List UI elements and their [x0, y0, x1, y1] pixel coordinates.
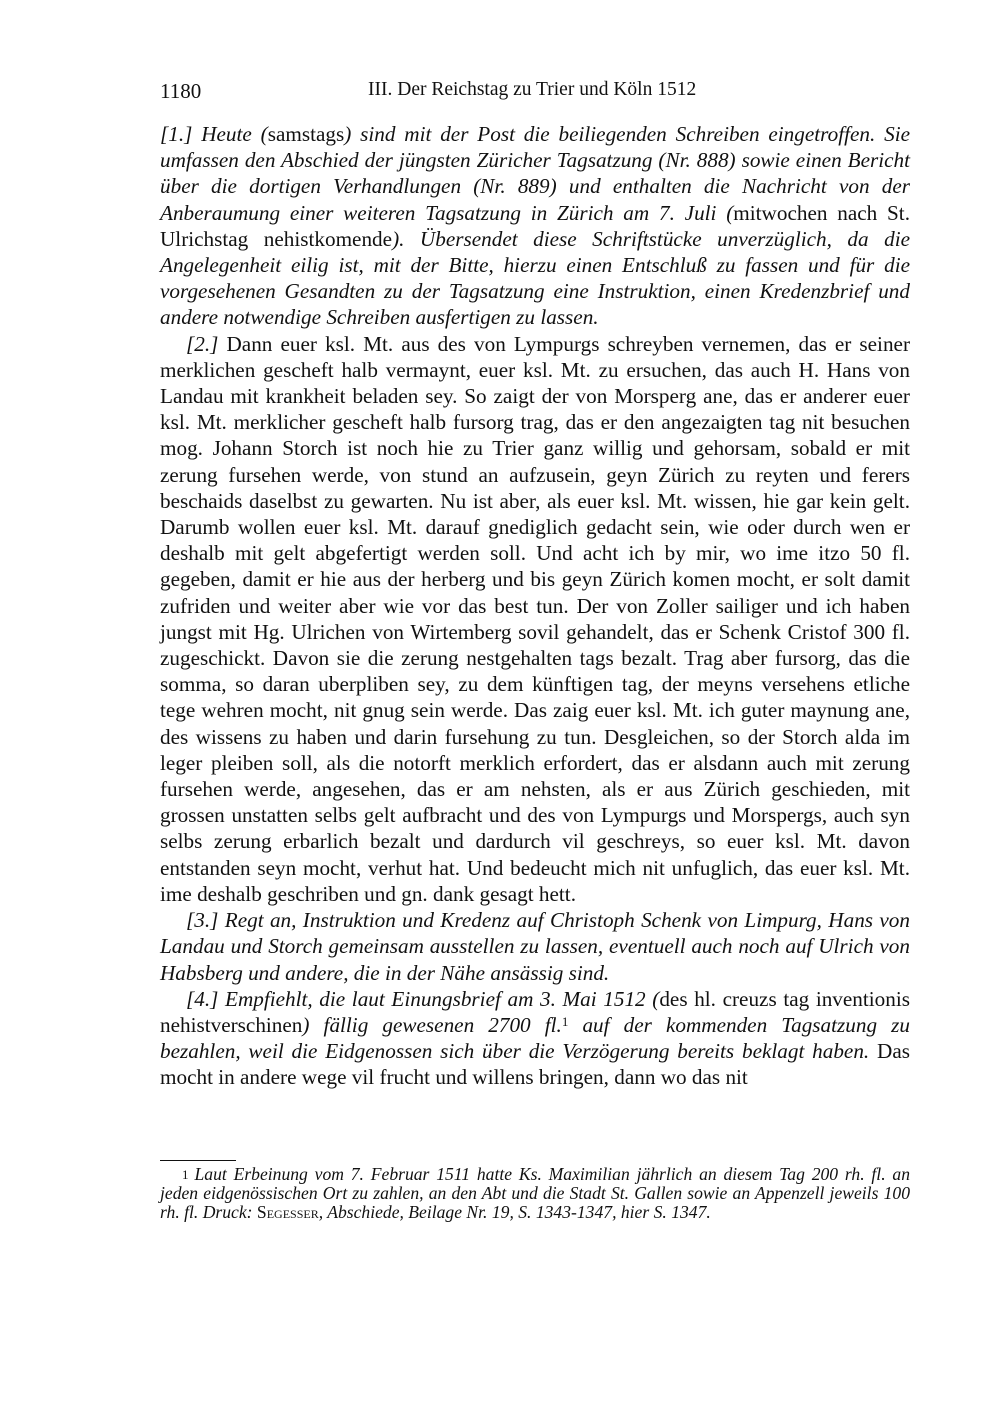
running-title: III. Der Reichstag zu Trier und Köln 1512	[368, 79, 697, 100]
text-segment: ) sind mit der Post die beiliegenden Schreiben eingetroffen. Sie umfassen den Abschied der jüngsten Züricher Tagsatzung (Nr. 888) sowie einen Bericht über die dortigen Verhandlungen (Nr. 889) und enthalten die Nachricht von der Anberaumung einer weiteren Tagsatzung in Zürich am 7. Juli (	[160, 122, 910, 225]
page-header	[160, 79, 910, 107]
page-number: 1180	[160, 79, 202, 103]
text-segment: [2.]	[186, 331, 227, 356]
text-segment: [1.] Heute (	[160, 122, 268, 146]
text-segment: [3.] Regt an, Instruktion und Kredenz auf Christoph Schenk von Limpurg, Hans von Landau und Storch gemeinsam ausstellen zu lassen, eventuell auch noch auf Ulrich von Habsberg und andere, die in der Nähe ansässig sind.	[160, 908, 910, 985]
text-segment: auf der kommenden Tagsatzung zu bezahlen, weil die Eidgenossen sich über die Verzögerung bereits beklagt haben.	[160, 1012, 911, 1064]
paragraph-2	[160, 331, 910, 907]
paragraph-4	[160, 986, 910, 1091]
paragraph-1	[160, 121, 910, 331]
text-segment: Das mocht in andere wege vil frucht und willens bringen, dann wo das nit	[160, 1039, 910, 1090]
text-segment: , Abschiede, Beilage Nr. 19, S. 1343-1347, hier S. 1347.	[318, 1202, 711, 1222]
footnote-1	[160, 1165, 910, 1222]
text-segment: [4.] Empfiehlt, die laut Einungsbrief am 3. Mai 1512 (	[186, 986, 660, 1011]
author-name: Segesser	[256, 1202, 319, 1222]
footnote-reference[interactable]: 1	[561, 1013, 569, 1029]
footnotes	[160, 1165, 910, 1222]
text-segment: samstags	[267, 122, 345, 146]
text-segment: ) fällig gewesenen 2700 fl.	[302, 1012, 562, 1037]
text-segment: Dann euer ksl. Mt. aus des von Lympurgs schreyben vernemen, das er seiner merklichen gescheft halb vermaynt, euer ksl. Mt. zu ersuchen, das auch H. Hans von Landau mit krankheit beladen sey. So zaigt der von Morsperg ane, das er anderer euer ksl. Mt. merklicher gescheft halb fursorg trag, das er den angezaigten tag nit besuchen mog. Johann Storch ist noch hie zu Trier ganz willig und gehorsam, sobald er mit zerung fursehen werde, von stund an aufzusein, geyn Zürich zu reyten und ferers beschaids daselbst zu gewarten. Nu ist aber, als euer ksl. Mt. wissen, hie gar kein gelt. Darumb wollen euer ksl. Mt. darauf gnediglich gedacht sein, wie oder durch wen er deshalb mit gelt abgefertigt werden soll. Und acht ich by mir, wo ime itzo 50 fl. gegeben, damit er hie aus der herberg und bis geyn Zürich komen mocht, er solt damit zufriden und weiter aber wie vor das best tun. Der von Zoller sailiger und ich haben jungst mit Hg. Ulrichen von Wirtemberg sovil gehandelt, das er Schenk Cristof 300 fl. zugeschickt. Davon sie die zerung nestgehalten tags bezalt. Trag aber fursorg, das die somma, so daran uberpliben sey, zu dem künftigen tag, der meyns versehens etliche tege wehren mocht, nit gnug sein werde. Das zaig euer ksl. Mt. ich guter maynung ane, des wissens zu haben und darin fursehung zu tun. Desgleichen, so der Storch alda im leger pleiben soll, als die notorft merklich erfordert, das er alsdann auch mit zerung fursehen werde, angesehen, das er am nehsten, als er aus Zürich geschieden, mit grossen unstatten selbs gelt aufbracht und des von Lympurgs und Morspergs, auch syn selbs zerung erbarlich bezalt und dardurch vil geschreys, so euer ksl. Mt. davon entstanden seyn mocht, verhut hat. Und bedeucht mich nit unfuglich, das euer ksl. Mt. ime deshalb geschriben und gn. dank gesagt hett.	[160, 331, 910, 906]
footnote-number: 1	[182, 1167, 189, 1182]
footnote-separator	[160, 1160, 236, 1161]
text-segment: ). Übersendet diese Schriftstücke unverzüglich, da die Angelegenheit eilig ist, mit der Bitte, hierzu einen Entschluß zu fassen und für die vorgesehenen Gesandten zu der Tagsatzung eine Instruktion, einen Kredenzbrief und andere notwendige Schreiben ausfertigen zu lassen.	[160, 226, 911, 330]
text-segment: Laut Erbeinung vom 7. Februar 1511 hatte Ks. Maximilian jährlich an diesem Tag 200 rh. fl. an jeden eidgenössischen Ort zu zahlen, an den Abt und die Stadt St. Gallen sowie an Appenzell jeweils 100 rh. fl. Druck:	[160, 1164, 910, 1222]
paragraph-3	[160, 907, 910, 986]
body-text	[160, 121, 910, 1091]
text-segment: des hl. creuzs tag inventionis nehistverschinen	[160, 986, 910, 1037]
text-segment: mitwochen nach St. Ulrichstag nehistkomende	[160, 200, 910, 251]
